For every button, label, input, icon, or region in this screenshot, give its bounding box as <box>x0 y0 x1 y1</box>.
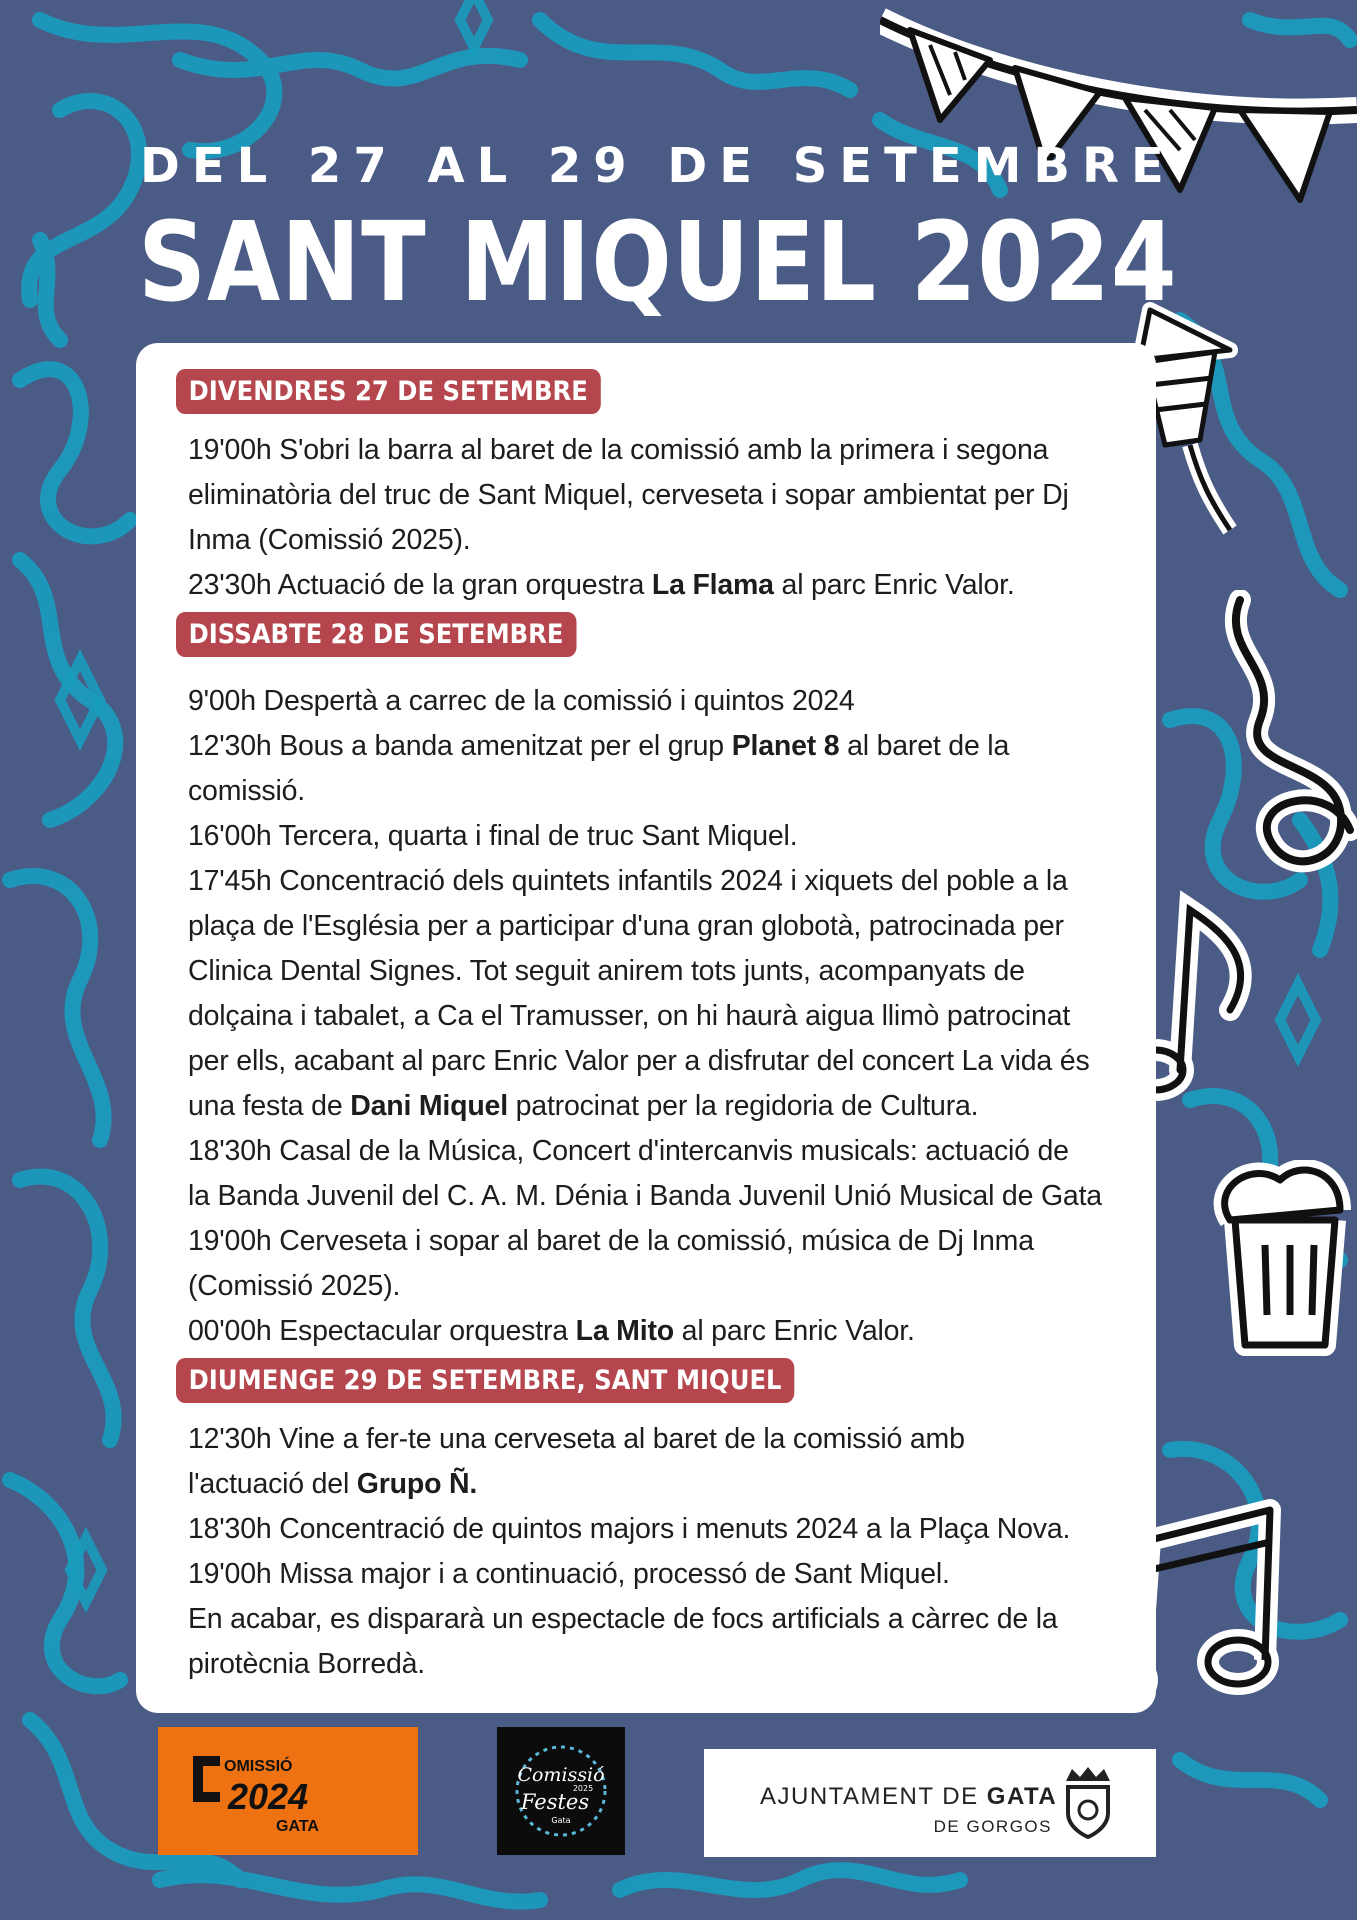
comissio-festes-line2: 2025 <box>572 1784 594 1793</box>
event-line: 19'00h Missa major i a continuació, processó de Sant Miquel. <box>188 1558 950 1590</box>
event-line <box>188 1084 1126 1129</box>
event-line: pirotècnia Borredà. <box>188 1648 426 1680</box>
event-lines <box>188 428 1126 608</box>
event-line <box>188 724 1126 769</box>
day-section <box>176 369 1126 608</box>
program-card <box>136 343 1156 1713</box>
event-text: patrocinat per la regidoria de Cultura. <box>507 1090 979 1122</box>
streamer-icon <box>1220 590 1357 890</box>
event-line: 18'30h Concentració de quintos majors i menuts 2024 a la Plaça Nova. <box>188 1513 1071 1545</box>
day-label: DISSABTE 28 DE SETEMBRE <box>176 612 576 657</box>
event-text: 00'00h Espectacular orquestra <box>188 1315 576 1347</box>
event-lines <box>188 1417 1126 1687</box>
event-line: En acabar, es dispararà un espectacle de focs artificials a càrrec de la <box>188 1603 1058 1635</box>
sponsor-logos <box>0 1727 1357 1857</box>
day-label: DIUMENGE 29 DE SETEMBRE, SANT MIQUEL <box>176 1358 794 1403</box>
event-line: Clinica Dental Signes. Tot seguit anirem tots junts, acompanyats de <box>188 955 1025 987</box>
comissio-2024-line2: 2024 <box>228 1776 309 1817</box>
event-line: (Comissió 2025). <box>188 1270 401 1302</box>
program-list <box>176 369 1126 1687</box>
event-line: 19'00h Cerveseta i sopar al baret de la comissió, música de Dj Inma <box>188 1225 1034 1257</box>
event-line: la Banda Juvenil del C. A. M. Dénia i Banda Juvenil Unió Musical de Gata <box>188 1180 1102 1212</box>
event-text: al parc Enric Valor. <box>673 1315 915 1347</box>
day-label: DIVENDRES 27 DE SETEMBRE <box>176 369 600 414</box>
event-line: plaça de l'Església per a participar d'una gran globotà, patrocinada per <box>188 910 1064 942</box>
event-text: al parc Enric Valor. <box>773 569 1015 601</box>
event-line: per ells, acabant al parc Enric Valor per a disfrutar del concert La vida és <box>188 1045 1090 1077</box>
event-highlight: La Flama <box>651 569 774 601</box>
ajuntament-suffix: DE GORGOS <box>933 1817 1052 1836</box>
event-lines <box>188 679 1126 1354</box>
event-text: l'actuació del <box>188 1468 357 1500</box>
event-line: 9'00h Despertà a carrec de la comissió i quintos 2024 <box>188 685 855 717</box>
event-line: eliminatòria del truc de Sant Miquel, cerveseta i sopar ambientat per Dj <box>188 479 1069 511</box>
event-highlight: Dani Miquel <box>350 1090 508 1122</box>
crown-icon <box>1066 1767 1110 1781</box>
comissio-festes-line3: Festes <box>520 1790 590 1814</box>
ajuntament-logo <box>704 1749 1156 1857</box>
event-highlight: Grupo Ñ. <box>356 1468 478 1500</box>
beer-mug-icon <box>1210 1160 1357 1360</box>
event-line: Inma (Comissió 2025). <box>188 524 471 556</box>
event-text: 23'30h Actuació de la gran orquestra <box>188 569 652 601</box>
ajuntament-name-prefix: AJUNTAMENT DE <box>760 1783 987 1810</box>
comissio-2024-logo <box>158 1727 418 1855</box>
comissio-festes-logo <box>497 1727 625 1855</box>
comissio-festes-line1: Comissió <box>517 1764 605 1786</box>
event-line: 16'00h Tercera, quarta i final de truc Sant Miquel. <box>188 820 798 852</box>
event-line: 18'30h Casal de la Música, Concert d'intercanvis musicals: actuació de <box>188 1135 1069 1167</box>
event-line: 12'30h Vine a fer-te una cerveseta al baret de la comissió amb <box>188 1423 965 1455</box>
event-line <box>188 1462 1126 1507</box>
event-line: comissió. <box>188 775 305 807</box>
event-text: una festa de <box>188 1090 351 1122</box>
event-text: al baret de la <box>839 730 1010 762</box>
ajuntament-name <box>760 1783 1057 1811</box>
ajuntament-name-bold: GATA <box>986 1783 1058 1810</box>
comissio-festes-line4: Gata <box>551 1816 571 1825</box>
event-dates: DEL 27 AL 29 DE SETEMBRE <box>140 138 1176 194</box>
event-line: 17'45h Concentració dels quintets infantils 2024 i xiquets del poble a la <box>188 865 1068 897</box>
comissio-2024-line3: GATA <box>276 1818 319 1835</box>
event-text: 12'30h Bous a banda amenitzat per el grup <box>188 730 732 762</box>
event-line: dolçaina i tabalet, a Ca el Tramusser, on hi haurà aigua llimò patrocinat <box>188 1000 1071 1032</box>
event-line <box>188 563 1126 608</box>
day-section <box>176 1358 1126 1687</box>
day-section <box>176 612 1126 1354</box>
comissio-2024-line1: OMISSIÓ <box>224 1758 293 1775</box>
coat-of-arms-icon <box>1058 1763 1118 1843</box>
event-line: 19'00h S'obri la barra al baret de la comissió amb la primera i segona <box>188 434 1049 466</box>
event-highlight: La Mito <box>575 1315 674 1347</box>
event-highlight: Planet 8 <box>731 730 840 762</box>
event-line <box>188 1309 1126 1354</box>
page-title: SANT MIQUEL 2024 <box>138 198 1178 326</box>
